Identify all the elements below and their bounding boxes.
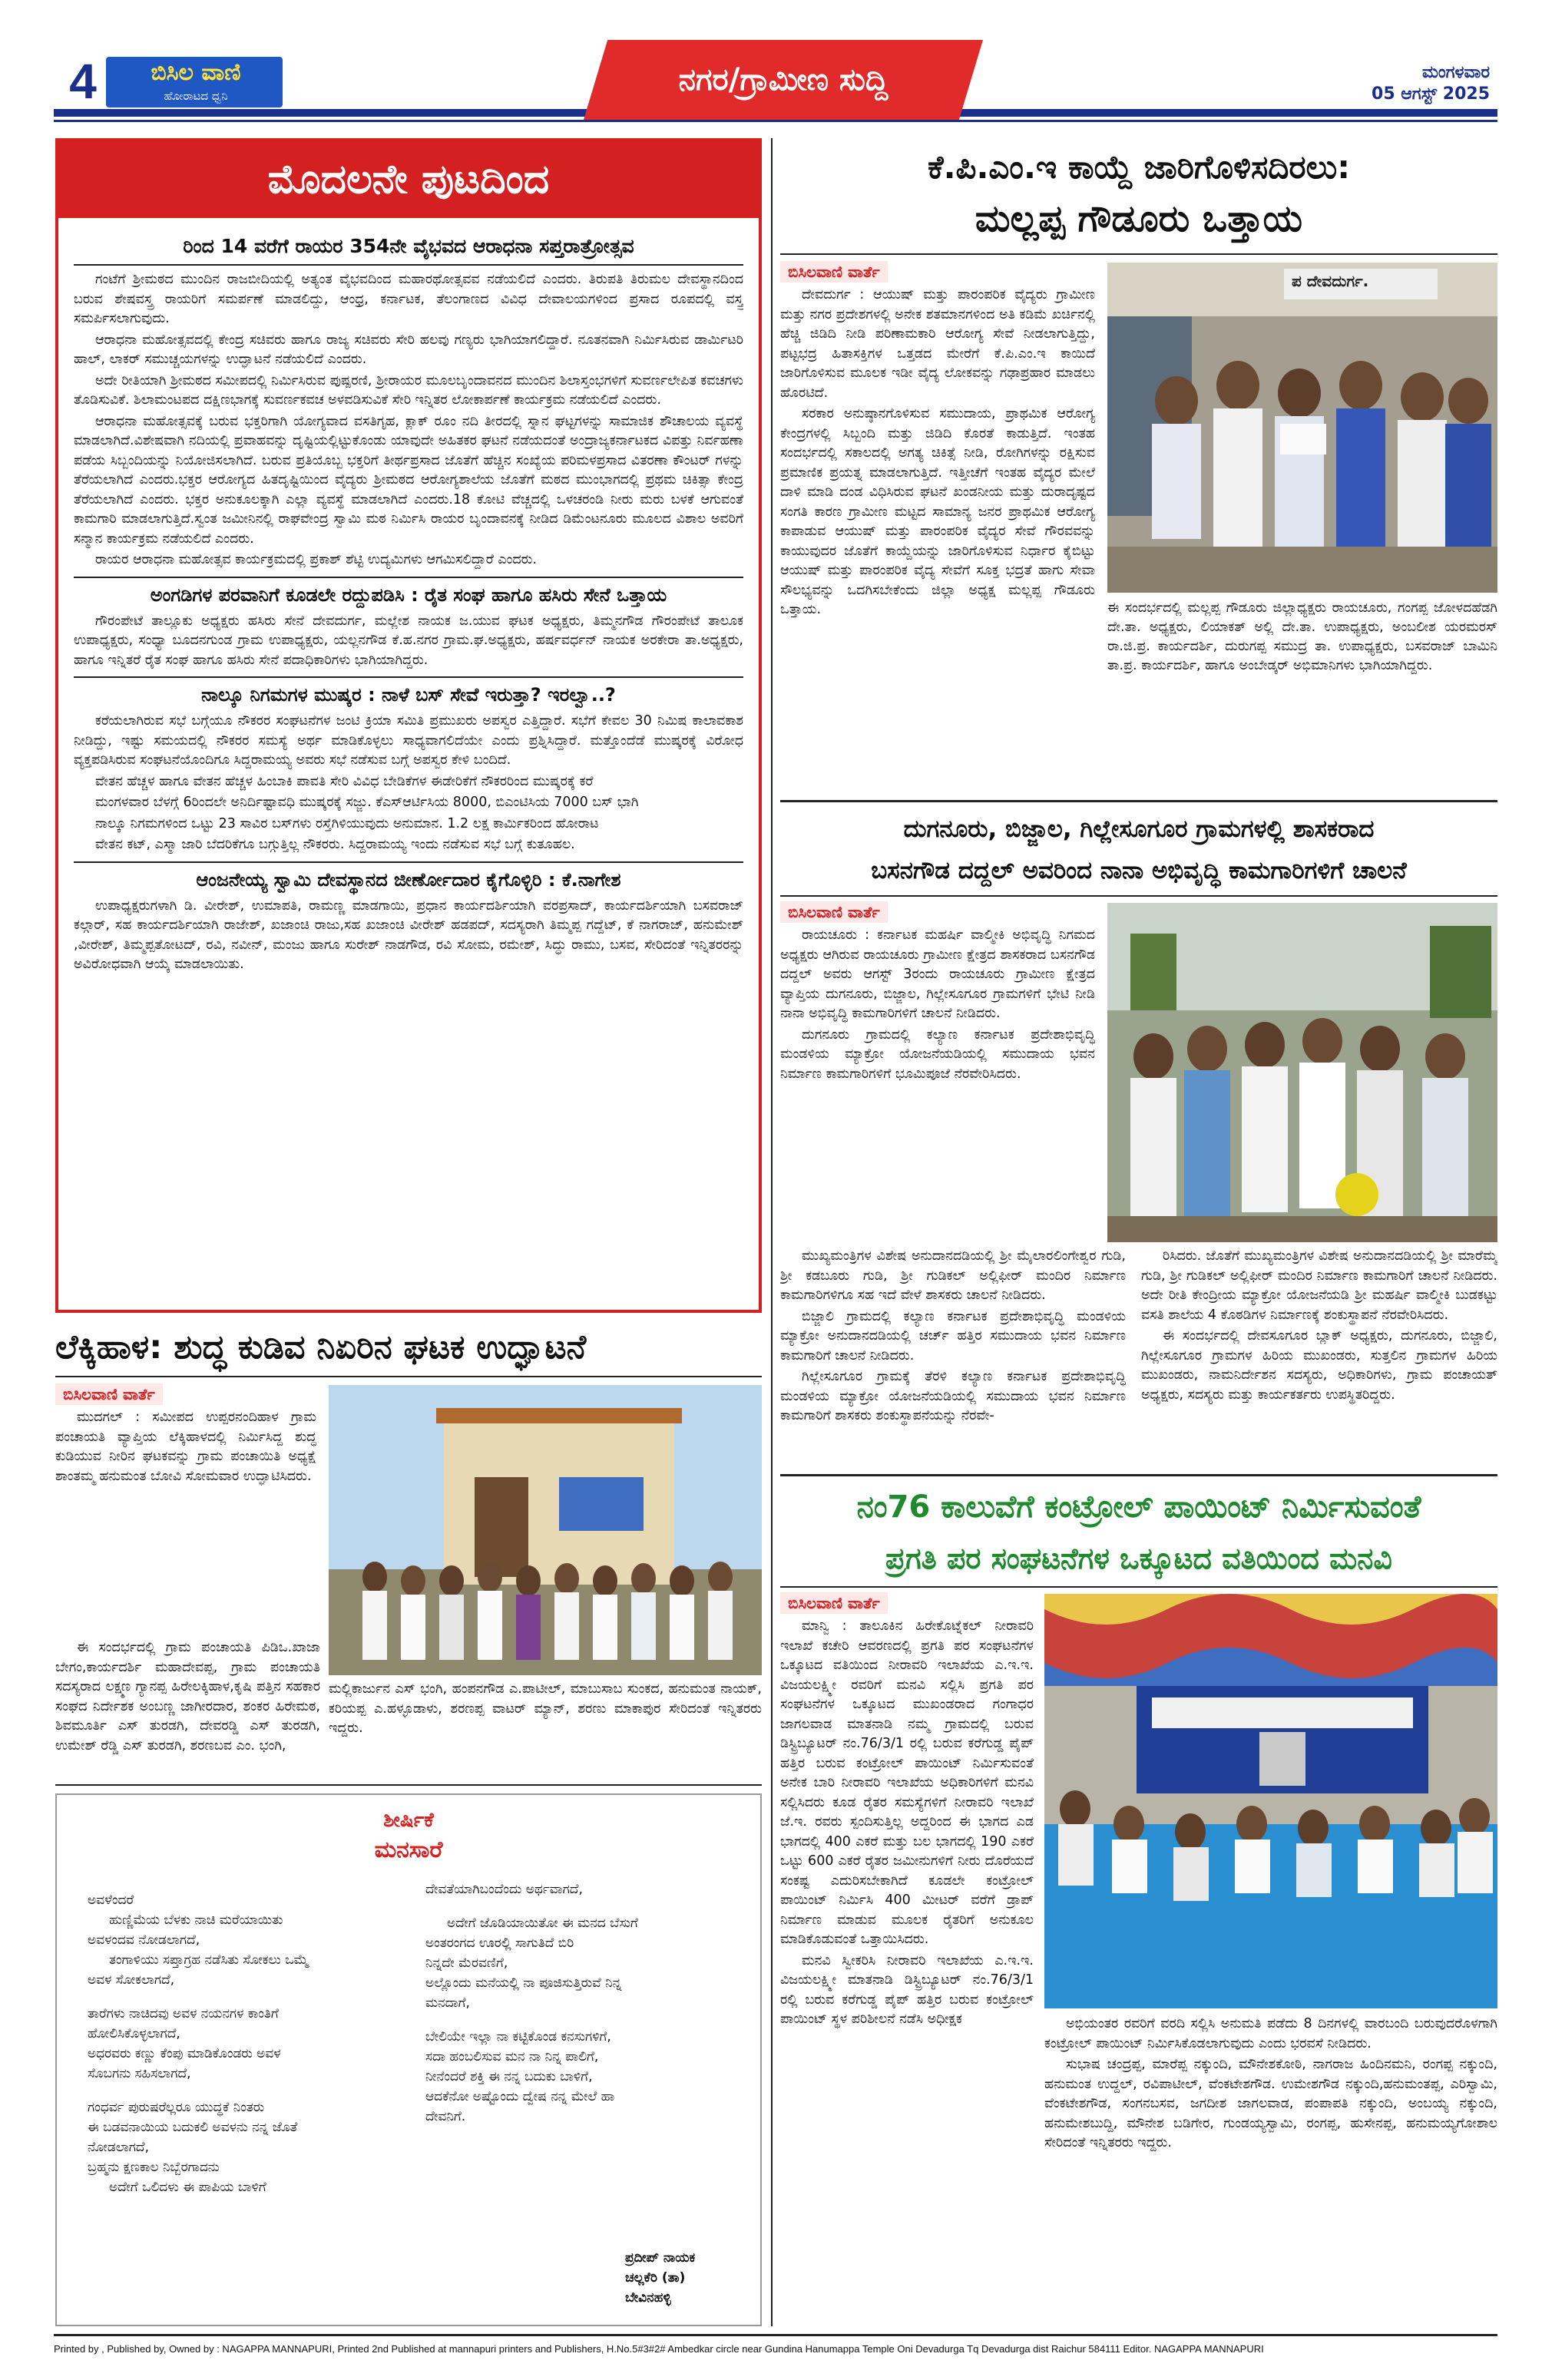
brand-name: ಬಿಸಿಲ ವಾಣಿ [151, 59, 241, 86]
poem-stanza [425, 1913, 748, 2013]
poem-line: ಅಲ್ಲೊಂದು ಮನೆಯಲ್ಲಿ ನಾ ಪೂಜಿಸುತ್ತಿರುವೆ ನಿನ್ನ [425, 1975, 622, 1991]
canal-article [780, 1479, 1497, 2329]
canal-photo [1044, 1594, 1497, 2008]
brand-tagline: ಹೋರಾಟದ ಧ್ವನಿ [164, 89, 228, 103]
poem-stanza [425, 1879, 748, 1899]
duganur-photo [1107, 903, 1497, 1242]
water-headline: ಲೆಕ್ಕಿಹಾಳ: ಶುದ್ಧ ಕುಡಿವ ನಿಏರಿನ ಘಟಕ ಉದ್ಘಾಟನೆ [55, 1328, 587, 1367]
duganur-paragraph: ಈ ಸಂದರ್ಭದಲ್ಲಿ ದೇವಸೂಗೂರ ಬ್ಲಾಕ್ ಅಧ್ಯಕ್ಷರು, ದುಗನೂರು, ಬಿಜ್ಜಾಲಿ, ಗಿಲ್ಲೇಸೂಗೂರ ಗ್ರಾಮಗಳ ಹಿರಿಯ ಮುಖಂಡರು, ಸುತ್ತಲಿನ ಗ್ರಾಮಗಳ ಹಿರಿಯ ಮುಖಂಡರು, ನಾಮನಿರ್ದೇಶನ ಸದಸ್ಯರು, ಅಧಿಕಾರಿಗಳು, ಗ್ರಾಮ ಪಂಚಾಯತ್ ಅಧ್ಯಕ್ಷರು, ಸದಸ್ಯರು ಮತ್ತು ಕಾರ್ಯಕರ್ತರು ಉಪಸ್ಥಿತರಿದ್ದರು. [1141, 1328, 1497, 1403]
poem-author-name: ಪ್ರದೀಪ್ ನಾಯಕ [625, 2250, 696, 2266]
duganur-paragraph: ರಿಸಿದರು. ಜೊತೆಗೆ ಮುಖ್ಯಮಂತ್ರಿಗಳ ವಿಶೇಷ ಅನುದಾನದಡಿಯಲ್ಲಿ ಶ್ರೀ ಮಾರೆಮ್ಮ ಗುಡಿ, ಶ್ರೀ ಗುಡಿಕಲ್ ಅಲ್ಲಿಫೀರ್ ಮಂದಿರ ನಿರ್ಮಾಣ ಕಾಮಗಾರಿಗೆ ಚಾಲನೆ ನೀಡಿದರು. ಅದೇ ರೀತಿ ಕೇಂದ್ರೀಯ ಮ್ಯಾಕ್ರೋ ಯೋಜನೆಯಡಿ ಶ್ರೀ ಮಹರ್ಷಿ ವಾಲ್ಮೀಕಿ ಬುಡಕಟ್ಟು ವಸತಿ ಶಾಲೆಯ 4 ಕೊಠಡಿಗಳ ನಿರ್ಮಾಣಕ್ಕೆ ಶಂಕುಸ್ಥಾಪನೆ ನೆರವೇರಿಸಿದರು. [1141, 1248, 1497, 1323]
poem-line: ಬ್ರಹ್ಮನು ಕ್ಷಣಕಾಲ ನಿಬ್ಬೆರಗಾದನು [88, 2160, 220, 2175]
poem-line: ನೀನೆಂದರೆ ಶಕ್ತಿ ಈ ನನ್ನ ಬದುಕು ಬಾಳಿಗೆ, [425, 2069, 593, 2084]
duganur-body-top [780, 926, 1095, 1084]
story3-paragraph: ವೇತನ ಹೆಚ್ಚಳ ಹಾಗೂ ವೇತನ ಹೆಚ್ಚಳ ಹಿಂಬಾಕಿ ಪಾವತಿ ಸೇರಿ ವಿವಿಧ ಬೇಡಿಕೆಗಳ ಈಡೇರಿಕೆಗೆ ನೌಕರರಿಂದ ಮುಷ್ಕರಕ್ಕೆ ಕರೆ [95, 773, 594, 789]
poem-line: ಮನದಾಗೆ, [425, 1995, 470, 2011]
kpme-byline-tag: ಬಿಸಿಲವಾಣಿ ವಾರ್ತೆ [780, 261, 888, 283]
story-divider [74, 861, 743, 863]
water-text-bottom-right [329, 1680, 762, 1777]
story3-paragraph: ವೇತನ ಕಟ್, ಎಸ್ಮಾ ಜಾರಿ ಬೆದರಿಕೆಗೂ ಬಗ್ಗುತ್ತಿಲ್ಲ ನೌಕರರು. ಸಿದ್ದರಾಮಯ್ಯ ಇಂದು ನಡೆಸುವ ಸಭೆ ಬಗ್ಗೆ ಕುತೂಹಲ. [95, 837, 575, 852]
story-divider [74, 577, 743, 578]
water-body-1 [55, 1408, 316, 1486]
story4-body [74, 897, 743, 975]
canal-body [780, 1617, 1034, 2030]
poem-line: ಅದೇಗೆ ಒಲಿದಳು ಈ ಪಾಪಿಯ ಬಾಳಿಗೆ [109, 2180, 266, 2195]
poem-author-place: ಚಲ್ಲಕೆರಿ (ತಾ) [625, 2270, 686, 2286]
duganur-paragraph: ಬಿಜ್ಜಾಲಿ ಗ್ರಾಮದಲ್ಲಿ ಕಲ್ಯಾಣ ಕರ್ನಾಟಕ ಪ್ರದೇಶಾಭಿವೃದ್ಧಿ ಮಂಡಳಿಯ ಮ್ಯಾಕ್ರೋ ಅನುದಾನದಡಿಯಲ್ಲಿ ಚರ್ಚ್ ಹತ್ತಿರ ಸಮುದಾಯ ಭವನ ನಿರ್ಮಾಣ ಕಾಮಗಾರಿಗೆ ಚಾಲನೆ ನೀಡಿದರು. [780, 1308, 1126, 1364]
duganur-photo-illustration [1107, 903, 1497, 1242]
poem-line: ಹೋಲಿಸಿಕೊಳ್ಳಲಾಗದೆ, [88, 2026, 180, 2041]
poem-line: ಅಂತರಂಗದ ಊರಲ್ಲಿ ಸಾಗುತಿದೆ ಬಿರಿ [425, 1935, 574, 1951]
poem-line: ತಾರೆಗಳು ನಾಚಿದವು ಅವಳ ನಯನಗಳ ಕಾಂತಿಗೆ [88, 2006, 279, 2021]
water-text-top [55, 1383, 316, 1637]
kpme-text-column [780, 261, 1095, 791]
poem-line: ಈ ಬಡವನಾಯಿಯ ಬದುಕಲಿ ಅವಳನು ನನ್ನ ಜೊತೆ [88, 2120, 298, 2135]
poem-line: ತಂಗಾಳಿಯು ಸಪ್ತಾಗ್ರಹ ನಡೆಸಿತು ಸೋಕಲು ಒಮ್ಮೆ [109, 1952, 309, 1968]
poem-line: ಸೊಬಗನು ಸಹಿಸಲಾಗದೆ, [88, 2066, 191, 2081]
canal-text-left [780, 1592, 1034, 2322]
poem-author [625, 2248, 756, 2322]
poem-stanza [425, 2027, 748, 2127]
water-body-3 [329, 1680, 762, 1739]
story2-body [74, 612, 743, 671]
section-rule [780, 1474, 1497, 1476]
canal-headline-1: ನಂ76 ಕಾಲುವೆಗೆ ಕಂಟ್ರೋಲ್ ಪಾಯಿಂಟ್ ನಿರ್ಮಿಸುವಂತೆ [856, 1489, 1421, 1525]
kpme-body [780, 286, 1095, 620]
poem-line: ಅವಳೆಂದರೆ [88, 1892, 134, 1908]
poem-label: ಶೀರ್ಷಿಕೆ [383, 1809, 434, 1832]
poem-column-1 [88, 1890, 410, 2320]
story2-title: ಅಂಗಡಿಗಳ ಪರವಾನಿಗೆ ಕೂಡಲೇ ರದ್ದುಪಡಿಸಿ : ರೈತ ಸಂಘ ಹಾಗೂ ಹಸಿರು ಸೇನೆ ಒತ್ತಾಯ [150, 583, 667, 606]
story2-paragraph: ಗೌರಂಪೇಟೆ ತಾಲ್ಲೂಕು ಅಧ್ಯಕ್ಷರು ಹಸಿರು ಸೇನೆ ದೇವದುರ್ಗ, ಮಲ್ಲೇಶ ನಾಯಕ ಜ.ಯುವ ಘಟಕ ಅಧ್ಯಕ್ಷರು, ತಿಮ್ಮನಗೌಡ ಗೌರಂಪೇಟೆ ತಾಲೂಕ ಉಪಾಧ್ಯಕ್ಷರು, ಸಂಧ್ಯಾ ಬೂದನಗುಂಡ ಗ್ರಾಮ ಉಪಾಧ್ಯಕ್ಷರು, ಯಲ್ಲನಗೌಡ ಕೆ.ಹ.ನಗರ ಗ್ರಾಮ.ಘ.ಅಧ್ಯಕ್ಷರು, ಹರ್ಷವರ್ಧನ್ ನಾಯಕ ಅರಕೇರಾ ತಾ.ಅಧ್ಯಕ್ಷರು, ಹಾಗೂ ಇನ್ನಿತರೆ ರೈತ ಸಂಘ ಹಾಗೂ ಹಸಿರು ಸೇನೆ ಪದಾಧಿಕಾರಿಗಳು ಭಾಗಿಯಾಗಿದ್ದರು. [74, 613, 743, 668]
water-body-2 [55, 1638, 320, 1756]
duganur-body-bottom-right [1141, 1247, 1497, 1405]
poem-line: ನಿನ್ನದೇ ಮೆರವಣಿಗೆ, [425, 1955, 508, 1971]
water-text-bottom-left [55, 1638, 320, 1777]
story1-body [74, 270, 743, 570]
canal-paragraph: ಅಭಿಯಂತರ ರವರಿಗೆ ವರದಿ ಸಲ್ಲಿಸಿ ಅನುಮತಿ ಪಡೆದು 8 ದಿನಗಳಲ್ಲಿ ವಾರಬಂದಿ ಬರುವುದರೊಳಗಾಗಿ ಕಂಟ್ರೋಲ್ ಪಾಯಿಂಟ್ ನಿರ್ಮಿಸಿಕೊಡಲಾಗುವುದು ಎಂದು ಭರವಸೆ ನೀಡಿದರು. [1044, 2016, 1497, 2051]
duganur-article [780, 805, 1497, 1465]
masthead-rule-thin [54, 120, 1497, 122]
duganur-headline-1: ದುಗನೂರು, ಬಿಜ್ಜಾಲ, ಗಿಲ್ಲೇಸೂಗೂರ ಗ್ರಾಮಗಳಲ್ಲಿ ಶಾಸಕರಾದ [903, 815, 1375, 843]
poem-title: ಮನಸಾರೆ [374, 1836, 443, 1863]
story3-paragraph: ಕರೆಯಲಾಗಿರುವ ಸಭೆ ಬಗ್ಗೆಯೂ ನೌಕರರ ಸಂಘಟನೆಗಳ ಜಂಟಿ ಕ್ರಿಯಾ ಸಮಿತಿ ಪ್ರಮುಖರು ಅಪಸ್ವರ ಎತ್ತಿದ್ದಾರೆ. ಸಭೆಗೆ ಕೇವಲ 30 ನಿಮಿಷ ಕಾಲಾವಕಾಶ ನೀಡಿದ್ದು, ಇಷ್ಟು ಸಮಯದಲ್ಲಿ ನೌಕರರ ಸಮಸ್ಯೆ ಅರ್ಥ ಮಾಡಿಕೊಳ್ಳಲು ಸಾಧ್ಯವಾಗಲಿದೆಯೇ ಎಂದು ಪ್ರಶ್ನಿಸಿದ್ದಾರೆ. ಮತ್ತೊಂದೆಡೆ ಮುಷ್ಕರಕ್ಕೆ ವಿರೋಧ ವ್ಯಕ್ತಪಡಿಸಿರುವ ಸಂಘಟನೆಯೊಂದಿಗೂ ಸಿದ್ದರಾಮಯ್ಯ ಅವರು ಸಭೆ ನಡೆಸುವ ಬಗ್ಗೆ ಅಪಸ್ವರ ಕೇಳಿ ಬಂದಿದೆ. [74, 713, 743, 768]
poem-line: ಅವಳ ಸೋಕಲಾಗದೆ, [88, 1972, 175, 1988]
headline-rule [780, 253, 1497, 255]
poem-stanza [88, 1890, 410, 1990]
kpme-paragraph: ದೇವದುರ್ಗ : ಆಯುಷ್ ಮತ್ತು ಪಾರಂಪರಿಕ ವೈದ್ಯರು ಗ್ರಾಮೀಣ ಮತ್ತು ನಗರ ಪ್ರದೇಶಗಳಲ್ಲಿ ಅನೇಕ ಶತಮಾನಗಳಿಂದ ಅತಿ ಕಡಿಮೆ ಖರ್ಚಿನಲ್ಲಿ ಹೆಚ್ಚಿ ಜಿಡಿದಿ ನೀಡಿ ಪರಿಣಾಮಕಾರಿ ಆರೋಗ್ಯ ಸೇವೆ ನೀಡಲಾಗುತ್ತಿದ್ದು, ಪಟ್ಟಭದ್ರ ಹಿತಾಸಕ್ತಿಗಳ ಒತ್ತಡದ ಮೇರೆಗೆ ಕೆ.ಪಿ.ಎಂ.ಇ ಕಾಯಿದೆ ಜಾರಿಗೊಳಿಸುವ ಮೂಲಕ ಇಡೀ ವೈದ್ಯ ಲೋಕವನ್ನು ಗಢಾಪ್ರಹಾರ ಮಾಡಲು ಹೊರಟಿದೆ. [780, 287, 1095, 401]
story3-paragraph: ನಾಲ್ಕೂ ನಿಗಮಗಳಿಂದ ಒಟ್ಟು 23 ಸಾವಿರ ಬಸ್‌ಗಳು ರಸ್ತೆಗಿಳಿಯುವುದು ಅನುಮಾನ. 1.2 ಲಕ್ಷ ಕಾರ್ಮಿಕರಿಂದ ಹೋರಾಟ [95, 815, 599, 831]
duganur-text-top [780, 901, 1095, 1239]
issue-day: ಮಂಗಳವಾರ [1421, 63, 1490, 82]
duganur-text-bottom-right [1141, 1247, 1497, 1469]
kpme-photo-illustration [1107, 263, 1497, 593]
story4-title: ಆಂಜನೇಯ್ಯ ಸ್ವಾಮಿ ದೇವಸ್ಥಾನದ ಜೀರ್ಣೋದಾರ ಕೈಗೊಳ್ಳಿರಿ : ಕೆ.ನಾಗೇಶ [196, 868, 621, 891]
story3-body [74, 712, 743, 855]
poem-box [55, 1793, 762, 2326]
imprint-footer: Printed by , Published by, Owned by : NAGAPPA MANNAPURI, Printed 2nd Published at mannapuri printers and Publishers, H.No.5#3#2# Ambedkar circle near Gundina Hanumappa Temple Oni Devadurga Tq Devadurga dist Raichur 584111 Editor. NAGAPPA MANNAPURI [54, 2334, 1497, 2365]
story3-paragraph: ಮಂಗಳವಾರ ಬೆಳಗ್ಗೆ 6ರಿಂದಲೇ ಅನಿರ್ದಿಷ್ಟಾವಧಿ ಮುಷ್ಕರಕ್ಕೆ ಸಜ್ಜು. ಕೆಎಸ್ಆರ್ಟಿಸಿಯ 8000, ಬಿಎಂಟಿಸಿಯ 7000 ಬಸ್ ಭಾಗಿ [95, 795, 639, 810]
column-divider [771, 138, 773, 2326]
story3-title: ನಾಲ್ಕೂ ನಿಗಮಗಳ ಮುಷ್ಕರ : ನಾಳೆ ಬಸ್ ಸೇವೆ ಇರುತ್ತಾ? ಇರಲ್ವಾ..? [201, 684, 616, 706]
duganur-paragraph: ರಾಯಚೂರು : ಕರ್ನಾಟಕ ಮಹರ್ಷಿ ವಾಲ್ಮೀಕಿ ಅಭಿವೃದ್ಧಿ ನಿಗಮದ ಅಧ್ಯಕ್ಷರು ಆಗಿರುವ ರಾಯಚೂರು ಗ್ರಾಮೀಣ ಕ್ಷೇತ್ರದ ಶಾಸಕರಾದ ಬಸನಗೌಡ ದದ್ದಲ್ ಅವರು ಆಗಸ್ಟ್ 3ರಂದು ರಾಯಚೂರು ಗ್ರಾಮೀಣ ಕ್ಷೇತ್ರದ ವ್ಯಾಪ್ತಿಯ ದುಗನೂರು, ಬಿಜ್ಜಾಲ, ಗಿಲ್ಲೇಸೂಗೂರ ಗ್ರಾಮಗಳಿಗೆ ಭೇಟಿ ನೀಡಿ ನಾನಾ ಅಭಿವೃದ್ಧಿ ಕಾಮಗಾರಿಗಳಿಗೆ ಚಾಲನೆ ನೀಡಿದರು. [780, 927, 1095, 1021]
duganur-paragraph: ಮುಖ್ಯಮಂತ್ರಿಗಳ ವಿಶೇಷ ಅನುದಾನದಡಿಯಲ್ಲಿ ಶ್ರೀ ಮೈಲಾರಲಿಂಗೇಶ್ವರ ಗುಡಿ, ಶ್ರೀ ಕಡಬೂರು ಗುಡಿ, ಶ್ರೀ ಗುಡಿಕಲ್ ಅಲ್ಲಿಫೀರ್ ಮಂದಿರ ನಿರ್ಮಾಣ ಕಾಮಗಾರಿಗಳಿಗೂ ಸಹ ಇದೆ ವೇಳೆ ಶಾಸಕರು ಚಾಲನೆ ನೀಡಿದರು. [780, 1248, 1126, 1303]
story1-paragraph: ರಾಯರ ಆರಾಧನಾ ಮಹೋತ್ಸವ ಕಾರ್ಯಕ್ರಮದಲ್ಲಿ ಪ್ರಕಾಶ್ ಶೆಟ್ಟಿ ಉದ್ಯಮಿಗಳು ಆಗಮಿಸಲಿದ್ದಾರೆ ಎಂದರು. [95, 552, 538, 567]
headline-rule [780, 1586, 1497, 1588]
story1-paragraph: ಅದೇ ರೀತಿಯಾಗಿ ಶ್ರೀಮಠದ ಸಮೀಪದಲ್ಲಿ ನಿರ್ಮಿಸಿರುವ ಪುಷ್ಪರಣಿ, ಶ್ರೀರಾಯರ ಮೂಲಬೃಂದಾವನದ ಮುಂದಿನ ಶಿಲಾಸ್ತಂಭಗಳಿಗೆ ಸುವರ್ಣಲೇಪಿತ ಕವಚಗಳು ತೊಡಿಸುವಿಕೆ. ಶಿಲಾಮಂಟಪದ ದಕ್ಷಿಣಭಾಗಕ್ಕೆ ಸುವರ್ಣಕವಚ ಅಳವಡಿಸುವಿಕೆ ಸೇರಿ ಇನ್ನಿತರ ಲೋಕಾರ್ಪಣೆ ಕಾರ್ಯಕ್ರಮ ನಡೆಯಲಿದೆ ಎಂದರು. [74, 372, 743, 408]
poem-line: ಅವಳಂದವ ನೋಡಲಾಗದೆ, [88, 1932, 200, 1948]
poem-line: ದೇವತೆಯಾಗಿಬಂದೆಂದು ಅರ್ಥವಾಗದೆ, [425, 1882, 583, 1897]
poem-column-2 [425, 1879, 748, 2233]
kpme-headline-1: ಕೆ.ಪಿ.ಎಂ.ಇ ಕಾಯ್ದೆ ಜಾರಿಗೊಳಿಸದಿರಲು: [927, 148, 1351, 186]
issue-date: 05 ಆಗಸ್ಟ್ 2025 [1372, 84, 1490, 104]
poem-line: ಬೇಲಿಯೇ ಇಲ್ಲಾ ನಾ ಕಟ್ಟಿಕೊಂಡ ಕನಸುಗಳಿಗೆ, [425, 2029, 611, 2044]
poem-line: ದೇವನಿಗೆ. [425, 2109, 466, 2124]
canal-text-right [1044, 2015, 1497, 2322]
canal-paragraph: ಸುಭಾಷ ಚಂದ್ರಪ್ಪ, ಮಾರೆಪ್ಪ ನಕ್ಕುಂದಿ, ಮೌನೇಶಕೋಠಿ, ನಾಗರಾಜ ಹಿಂದಿನಮನಿ, ರಂಗಪ್ಪ ನಕ್ಕುಂದಿ, ಹನುಮಂತ ಉದ್ದಲ್, ರವಿಪಾಟೀಲ್, ವೆಂಕಟೇಶಗೌಡ. ಉಮೇಶಗೌಡ ನಕ್ಕುಂದಿ,ಹನುಮಂತಪ್ಪ, ಎರಿಸ್ವಾಮಿ, ವೆಂಕಟೇಶಗೌಡ, ಸಂಗನಬಸವ, ಜಗದೀಶ ಜಾಗಲವಾಡ, ಪಂಪಾಪತಿ ನಕ್ಕುಂದಿ, ಅಂಬಯ್ಯ ನಕ್ಕುಂದಿ, ಹನುಮೇಶಬುದ್ದಿ, ಮೌನೇಶ ಬಡಿಗೇರ, ಗುಂಡಯ್ಯಸ್ವಾಮಿ, ರಂಗಪ್ಪ, ಹುಸೇನಪ್ಪ, ಹನುಮಯ್ಯಗೋಶಾಲ ಸೇರಿದಂತೆ ಇನ್ನಿತರರು ಇದ್ದರು. [1044, 2057, 1497, 2150]
duganur-paragraph: ದುಗನೂರು ಗ್ರಾಮದಲ್ಲಿ ಕಲ್ಯಾಣ ಕರ್ನಾಟಕ ಪ್ರದೇಶಾಭಿವೃದ್ಧಿ ಮಂಡಳಿಯ ಮ್ಯಾಕ್ರೋ ಯೋಜನೆಯಡಿಯಲ್ಲಿ ಸಮುದಾಯ ಭವನ ನಿರ್ಮಾಣ ಕಾಮಗಾರಿಗಳಿಗೆ ಭೂಮಿಪೂಜೆ ನೆರವೇರಿಸಿದರು. [780, 1026, 1095, 1082]
water-paragraph: ಮಲ್ಲಿಕಾರ್ಜುನ ಎಸ್ ಭಂಗಿ, ಹಂಪನಗೌಡ ಎ.ಪಾಟೀಲ್, ಮಾಬುಸಾಬ ಸುಂಕದ, ಹನುಮಂತ ನಾಯಕ್, ಕರಿಯಪ್ಪ ಎ.ಹಳ್ಳೂಡಾಳು, ಶರಣಪ್ಪ ವಾಟರ್ ಮ್ಯಾನ್, ಶರಣು ಮಾಕಾಪುರ ಸೇರಿದಂತೆ ಇನ್ನಿತರರು ಇದ್ದರು. [329, 1681, 762, 1736]
poem-line: ಆದಕೆನೋ ಅಷ್ಟೊಂದು ದ್ವೇಷ ನನ್ನ ಮೇಲೆ ಹಾ [425, 2089, 615, 2104]
section-title: ನಗರ/ಗ್ರಾಮೀಣ ಸುದ್ದಿ [678, 62, 888, 98]
section-rule [780, 800, 1497, 802]
canal-headline-2: ಪ್ರಗತಿ ಪರ ಸಂಘಟನೆಗಳ ಒಕ್ಕೂಟದ ವತಿಯಿಂದ ಮನವಿ [885, 1542, 1392, 1575]
duganur-headline-2: ಬಸನಗೌಡ ದದ್ದಲ್ ಅವರಿಂದ ನಾನಾ ಅಭಿವೃದ್ಧಿ ಕಾಮಗಾರಿಗಳಿಗೆ ಚಾಲನೆ [871, 857, 1407, 884]
front-page-stories [74, 229, 743, 1304]
poem-stanza [88, 2004, 410, 2084]
duganur-body-bottom-left [780, 1247, 1126, 1426]
poem-line: ಗಂಧರ್ವ ಪುರುಷರೆಲ್ಲರೂ ಯುದ್ಧಕೆ ನಿಂತರು [88, 2100, 265, 2115]
story1-paragraph: ಆರಾಧನಾ ಮಹೋತ್ಸವಕ್ಕೆ ಬರುವ ಭಕ್ತರಿಗಾಗಿ ಯೋಗ್ಯವಾದ ವಸತಿಗೃಹ, ಕ್ಲಾಕ್ ರೂಂ ನದಿ ತೀರದಲ್ಲಿ ಸ್ನಾನ ಘಟ್ಟಗಳನ್ನು ಸಾಮಾಜಿಕ ಶೌಚಾಲಯ ವ್ಯವಸ್ಥೆ ಮಾಡಲಾಗಿದೆ.ವಿಶೇಷವಾಗಿ ನದಿಯಲ್ಲಿ ಪ್ರವಾಹವನ್ನು ದೃಷ್ಟಿಯಲ್ಲಿಟ್ಟುಕೊಂಡು ಯಾವುದೇ ಅಹಿತಕರ ಘಟನೆ ನಡೆಯದಂತೆ ಅಂದ್ರಾಜ್ಯಕರ್ನಾಟಕದ ವಿಪತ್ತು ನಿರ್ವಹಣಾ ಪಡೆಯ ಸಿಬ್ಬಂದಿಯನ್ನು ನಿಯೋಜಿಸಲಾಗಿದೆ. ಬರುವ ಪ್ರತಿಯೊಬ್ಬ ಭಕ್ತರಿಗೆ ತೀರ್ಥಪ್ರಸಾದ ಜೊತೆಗೆ ಹೆಚ್ಚಿನ ಸಂಖ್ಯೆಯ ಪರಿಮಳಪ್ರಸಾದ ವಿತರಣಾ ಕೌಂಟರ್ ಗಳನ್ನು ತೆರೆಯಲಾಗಿದೆ ಎಂದರು.ಭಕ್ತರ ಆರೋಗ್ಯದ ಹಿತದೃಷ್ಟಿಯಿಂದ ವೈದ್ಯರು ಶ್ರೀಮಠದ ಆರೋಗ್ಯಶಾಲೆಯ ಜೊತೆಗೆ ಮಠದ ಮುಂಭಾಗದಲ್ಲಿ ಪ್ರಥಮ ಚಿಕಿತ್ಸಾ ಕೇಂದ್ರ ತೆರೆಯಲಾಗಿದೆ ಎಂದರು. ಭಕ್ತರ ಅನುಕೂಲಕ್ಕಾಗಿ ಎಲ್ಲಾ ವ್ಯವಸ್ಥೆ ಮಾಡಲಾಗಿದೆ ಎಂದರು.18 ಕೋಟಿ ವೆಚ್ಚದಲ್ಲಿ ಒಳಚರಂಡಿ ನೀರು ಮರು ಬಳಕೆ ಆಗುವಂತೆ ಕಾಮಗಾರಿ ಮಾಡಲಾಗುತ್ತಿದೆ.ಸ್ವಂತ ಜಮೀನಿನಲ್ಲಿ ರಾಘವೇಂದ್ರ ಸ್ವಾಮಿ ಮಠ ನಿರ್ಮಿಸಿ ರಾಯರ ಬೃಂದಾವನಕ್ಕೆ ನೀಡಿದ ಡಿಮೆಂಟನೂರು ಮೂಲದ ವಿಶಾಲ ಅವರಿಗೆ ಸನ್ಮಾನ ಕಾರ್ಯಕ್ರಮ ನಡೆಯಲಿದೆ ಎಂದರು. [74, 413, 743, 547]
poem-line: ಹುಣ್ಣಿಮೆಯ ಬೆಳಕು ನಾಚಿ ಮರೆಯಾಯಿತು [109, 1912, 283, 1928]
canal-paragraph: ಮಾನ್ವಿ : ತಾಲೂಕಿನ ಹಿರೇಕೊಟ್ನೆಕಲ್ ನೀರಾವರಿ ಇಲಾಖೆ ಕಚೇರಿ ಆವರಣದಲ್ಲಿ ಪ್ರಗತಿ ಪರ ಸಂಘಟನೆಗಳ ಒಕ್ಕೂಟದ ವತಿಯಿಂದ ನೀರಾವರಿ ಇಲಾಖೆಯ ಎ.ಇ.ಇ. ವಿಜಯಲಕ್ಷ್ಮೀ ರವರಿಗೆ ಮನವಿ ಸಲ್ಲಿಸಿ ಪ್ರಗತಿ ಪರ ಸಂಘಟನೆಗಳ ಒಕ್ಕೂಟದ ಮುಖಂಡರಾದ ಗಂಗಾಧರ ಜಾಗಲವಾಡ ಮಾತನಾಡಿ ನಮ್ಮ ಗ್ರಾಮದಲ್ಲಿ ಬರುವ ಡಿಸ್ಟ್ರಿಬ್ಯೂಟರ್ ನಂ.76/3/1 ರಲ್ಲಿ ಬರುವ ಕರೆಗುಡ್ಡ ಪೈಪ್ ಹತ್ತಿರ ಬರುವ ಕಂಟ್ರೋಲ್ ಪಾಯಿಂಟ್ ನಿರ್ಮಿಸುವಂತೆ ಅನೇಕ ಬಾರಿ ನೀರಾವರಿ ಇಲಾಖೆಯ ಅಧಿಕಾರಿಗಳಿಗೆ ಮನವಿ ಸಲ್ಲಿಸಿದರು ಕೂಡ ರೈತರ ಸಮಸ್ಯೆಗಳಿಗೆ ನೀರಾವರಿ ಇಲಾಖೆ ಜೆ.ಇ. ರವರು ಸ್ಪಂದಿಸುತ್ತಿಲ್ಲ ಅದ್ದರಿಂದ ಈ ಭಾಗದ ಎಡ ಭಾಗದಲ್ಲಿ 400 ಎಕರೆ ಮತ್ತು ಬಲ ಭಾಗದಲ್ಲಿ 190 ಎಕರೆ ಒಟ್ಟು 600 ಎಕರೆ ರೈತರ ಜಮೀನುಗಳಿಗೆ ನೀರು ದೊರೆಯದೆ ಸಂಕಷ್ಟ ಎದುರಿಸಬೇಕಾಗಿದೆ ಕೂಡಲೇ ಕಂಟ್ರೋಲ್ ಪಾಯಿಂಟ್ ನಿರ್ಮಿಸಿ 400 ಮೀಟರ್ ವರೆಗೆ ಡ್ರಾಪ್ ನಿರ್ಮಾಣ ಮಾಡುವ ಮೂಲಕ ರೈತರಿಗೆ ಅನುಕೂಲ ಮಾಡಿಕೊಡುವಂತೆ ಒತ್ತಾಯಿಸಿದರು. [780, 1618, 1034, 1947]
story4-paragraph: ಉಪಾಧ್ಯಕ್ಷರುಗಳಾಗಿ ಡಿ. ವೀರೇಶ್, ಉಮಾಪತಿ, ರಾಮಣ್ಣ ಮಾಡಗಾಯಿ, ಪ್ರಧಾನ ಕಾರ್ಯದರ್ಶಿಯಾಗಿ ವರಪ್ರಸಾದ್, ಕಾರ್ಯದರ್ಶಿಯಾಗಿ ಬಸವರಾಜ್ ಕಲ್ಗಾರ್, ಸಹ ಕಾರ್ಯದರ್ಶಿಯಾಗಿ ರಾಜೇಶ್, ಖಜಾಂಚಿ ರಾಜು,ಸಹ ಖಜಾಂಚಿ ವೀರೇಶ್ ಹಡಪದ್, ಸದಸ್ಯರಾಗಿ ತಿಮ್ಮಪ್ಪ ಗದ್ದೆಟ್, ಕೆ ನಾಗರಾಜ್, ಹನುಮೇಶ್ ,ವೀರೇಶ್, ತಿಮ್ಮಪ್ಪತೋಟದ್, ರವಿ, ನವೀನ್, ಮಂಜು ಹಾಗೂ ಸುರೇಶ್ ನಾಡಗೌಡ, ರವಿ ಸೋಮ, ರಮೇಶ್, ಸಿದ್ಧು ರಾಮು, ಬಸವ, ಸೇರಿದಂತೆ ಇನ್ನಿತರರನ್ನು ಅವಿರೋಧವಾಗಿ ಆಯ್ಕೆ ಮಾಡಲಾಯಿತು. [74, 897, 743, 972]
water-paragraph: ಈ ಸಂದರ್ಭದಲ್ಲಿ ಗ್ರಾಮ ಪಂಚಾಯತಿ ಪಿಡಿಒ.ಖಾಜಾ ಬೇಗಂ,ಕಾರ್ಯದರ್ಶಿ ಮಹಾದೇವಪ್ಪ, ಗ್ರಾಮ ಪಂಚಾಯತಿ ಸದಸ್ಯರಾದ ಲಕ್ಷ್ಮಣ ಗ್ಯಾನಪ್ಪ ಹಿರೇಲಕ್ಕಿಹಾಳ,ಕೃಷಿ ಪತ್ತಿನ ಸಹಕಾರ ಸಂಘದ ನಿರ್ದೇಶಕ ಅಂಬಣ್ಣ ಜಾಗೀರದಾರ, ಶಂಕರ ಹಿರೇಮಠ, ಶಿವಮೂರ್ತಿ ಎಸ್ ತುರಡಗಿ, ದೇವರಡ್ಡಿ ಎಸ್ ತುರಡಗಿ, ಉಮೇಶ್ ರೆಡ್ಡಿ ಎಸ್ ತುರಡಗಿ, ಶರಣಬವ ಎಂ. ಭಂಗಿ, [55, 1640, 320, 1754]
duganur-paragraph: ಗಿಲ್ಲೇಸೂಗೂರ ಗ್ರಾಮಕ್ಕೆ ತೆರಳಿ ಕಲ್ಯಾಣ ಕರ್ನಾಟಕ ಪ್ರದೇಶಾಭಿವೃದ್ಧಿ ಮಂಡಳಿಯ ಮ್ಯಾಕ್ರೋ ಯೋಜನೆಯಡಿಯಲ್ಲಿ ಸಮುದಾಯ ಭವನ ನಿರ್ಮಾಣ ಕಾಮಗಾರಿಗೆ ಶಾಸಕರು ಶಂಕುಸ್ಥಾಪನೆಯನ್ನು ನೆರವೇ- [780, 1369, 1126, 1423]
story-divider [74, 676, 743, 678]
section-rule [55, 1784, 762, 1786]
kpme-photo [1107, 263, 1497, 593]
story1-paragraph: ಗಂಟೆಗೆ ಶ್ರೀಮಠದ ಮುಂದಿನ ರಾಜಬೀದಿಯಲ್ಲಿ ಅತ್ಯಂತ ವೈಭವದಿಂದ ಮಹಾರಥೋತ್ಸವವ ನಡೆಯಲಿದೆ ಎಂದರು. ತಿರುಪತಿ ತಿರುಮಲ ದೇವಸ್ಥಾನದಿಂದ ಬರುವ ಶೇಷವಸ್ತ್ರ ರಾಯರಿಗೆ ಸಮರ್ಪಣೆ ಮಾಡಲಿದ್ದು, ಆಂಧ್ರ, ಕರ್ನಾಟಕ, ತೆಲಂಗಾಣದ ವಿವಿಧ ದೇವಾಲಯಗಳಿಂದ ಪ್ರಸಾದ ರೂಪದಲ್ಲಿ ವಸ್ತ್ರ ಸಮರ್ಪಿಸಲಾಗುವುದು. [74, 272, 743, 326]
water-plant-photo-illustration [329, 1385, 762, 1675]
story1-title: ರಿಂದ 14 ವರೆಗೆ ರಾಯರ 354ನೇ ವೈಭವದ ಆರಾಧನಾ ಸಪ್ತರಾತ್ರೋತ್ಸವ [183, 235, 634, 257]
canal-paragraph: ಮನವಿ ಸ್ವೀಕರಿಸಿ ನೀರಾವರಿ ಇಲಾಖೆಯ ಎ.ಇ.ಇ. ವಿಜಯಲಕ್ಷ್ಮೀ ಮಾತನಾಡಿ ಡಿಸ್ಟ್ರಿಬ್ಯೂಟರ್ ನಂ.76/3/1 ರಲ್ಲಿ ಬರುವ ಕರೆಗುಡ್ಡ ಪೈಪ್ ಹತ್ತಿರ ಬರುವ ಕಂಟ್ರೋಲ್ ಪಾಯಿಂಟ್ ಸ್ಥಳ ಪರಿಶೀಲನೆ ನಡೆಸಿ ಅಧೀಕ್ಷಕ [780, 1952, 1034, 2027]
canal-body-right [1044, 2015, 1497, 2154]
poem-author-village: ಬೇವಿನಹಳ್ಳಿ [625, 2290, 671, 2306]
kpme-headline-2: ಮಲ್ಲಪ್ಪ ಗೌಡೂರು ಒತ್ತಾಯ [975, 197, 1303, 240]
kpme-article [780, 138, 1497, 798]
page-number: 4 [69, 54, 97, 109]
headline-rule [55, 1376, 762, 1377]
water-plant-article [55, 1319, 762, 1780]
duganur-byline-tag: ಬಿಸಿಲವಾಣಿ ವಾರ್ತೆ [780, 901, 888, 923]
poem-line: ನೋಡಲಾಗದೆ, [88, 2140, 149, 2155]
story1-paragraph: ಆರಾಧನಾ ಮಹೋತ್ಸವದಲ್ಲಿ ಕೇಂದ್ರ ಸಚಿವರು ಹಾಗೂ ರಾಜ್ಯ ಸಚಿವರು ಸೇರಿ ಹಲವು ಗಣ್ಯರು ಭಾಗಿಯಾಗಲಿದ್ದಾರೆ. ನೂತನವಾಗಿ ನಿರ್ಮಿಸಿರುವ ಡಾರ್ಮಿಟರಿ ಹಾಲ್, ಲಾಕರ್ ಸಮುಚ್ಚಯಗಳನ್ನು ಉದ್ಘಾಟನೆ ನಡೆಯಲಿದೆ ಎಂದರು. [74, 332, 743, 367]
water-paragraph: ಮುದಗಲ್ : ಸಮೀಪದ ಉಪ್ಪರನಂದಿಹಾಳ ಗ್ರಾಮ ಪಂಚಾಯತಿ ವ್ಯಾಪ್ತಿಯ ಲೆಕ್ಕಿಹಾಳದಲ್ಲಿ ನಿರ್ಮಿಸಿದ್ದ ಶುದ್ಧ ಕುಡಿಯುವ ನೀರಿನ ಘಟಕವನ್ನು ಗ್ರಾಮ ಪಂಚಾಯಿತಿ ಅಧ್ಯಕ್ಷೆ ಶಾಂತಮ್ಮ ಹನುಮಂತ ಬೋವಿ ಸೋಮವಾರ ಉದ್ಘಾಟಿಸಿದರು. [55, 1410, 316, 1484]
poem-line: ಸದಾ ಹಂಬಲಿಸುವ ಮನ ನಾ ನಿನ್ನ ಪಾಲಿಗೆ, [425, 2049, 599, 2064]
canal-byline-tag: ಬಿಸಿಲವಾಣಿ ವಾರ್ತೆ [780, 1592, 888, 1614]
poem-line: ಅಧರವರು ಕಣ್ಣು ಕೆಂಪು ಮಾಡಿಕೊಂಡರು ಅವಳ [88, 2046, 281, 2061]
kpme-paragraph: ಸರಕಾರ ಅನುಷ್ಠಾನಗೊಳಿಸುವ ಸಮುದಾಯ, ಪ್ರಾಥಮಿಕ ಆರೋಗ್ಯ ಕೇಂದ್ರಗಳಲ್ಲಿ ಸಿಬ್ಬಂದಿ ಮತ್ತು ಜಿಡಿದಿ ಕೊರತೆ ಕಾಡುತ್ತಿದೆ. ಇಂತಹ ಸಂದರ್ಭದಲ್ಲಿ ಸಕಾಲದಲ್ಲಿ ಅಗತ್ಯ ಚಿಕಿತ್ಸೆ ನೀಡಿ, ರೋಗಿಗಳನ್ನು ರಕ್ಷಿಸುವ ಪ್ರಮಾಣಿಕ ಪ್ರಯತ್ನ ಮಾಡಲಾಗುತ್ತಿದೆ. ಇತ್ತೀಚೆಗೆ ಇಂತಹ ವೈದ್ಯರ ಮೇಲೆ ದಾಳಿ ಮಾಡಿ ದಂಡ ವಿಧಿಸಿರುವ ಘಟನೆ ಖಂಡನೀಯ ಮತ್ತು ದುರಾದೃಷ್ಟದ ಸಂಗತಿ ಕಾರಣ ಗ್ರಾಮೀಣ ಮಟ್ಟದ ಸಾಮಾನ್ಯ ಜನರ ಪ್ರಾಥಮಿಕ ಆರೋಗ್ಯ ಕಾಪಾಡುವ ಆಯುಷ್ ಮತ್ತು ಪಾರಂಪರಿಕ ವೈದ್ಯರ ಸೇವೆ ಗೌರವವನ್ನು ಕಾಯುವುದರ ಜೊತೆಗೆ ಕಾಯ್ದೆಯನ್ನು ಜಾರಿಗೊಳಿಸುವ ನಿರ್ಧಾರ ಕೈಬಿಟ್ಟು ಆಯುಷ್ ಮತ್ತು ಪಾರಂಪರಿಕ ವೈದ್ಯ ಸೇವೆಗೆ ಸೂಕ್ತ ಭದ್ರತೆ ಹಾಗು ಸೇವಾ ಸೌಲಭ್ಯವನ್ನು ಒದಗಿಸಬೇಕೆಂದು ಜಿಲ್ಲಾ ಅಧ್ಯಕ್ಷ ಮಲ್ಲಪ್ಪ ಗೌಡೂರು ಒತ್ತಾಯ. [780, 406, 1095, 617]
water-byline-tag: ಬಿಸಿಲವಾಣಿ ವಾರ್ತೆ [55, 1383, 163, 1405]
poem-stanza [88, 2097, 410, 2197]
canal-photo-illustration [1044, 1594, 1497, 2008]
kpme-photo-caption: ಈ ಸಂದರ್ಭದಲ್ಲಿ ಮಲ್ಲಪ್ಪ ಗೌಡೂರು ಜಿಲ್ಲಾಧ್ಯಕ್ಷರು ರಾಯಚೂರು, ಗಂಗಪ್ಪ ಜೋಳದಹೆಡಗಿ ದೇ.ತಾ. ಅಧ್ಯಕ್ಷರು, ಲಿಯಾಕತ್ ಅಲ್ಲಿ ದೇ.ತಾ. ಉಪಾಧ್ಯಕ್ಷರು, ಅಂಬಲೀಶ ಯರಮರಸ್ ರಾ.ಜಿ.ಪ್ರ. ಕಾರ್ಯದರ್ಶಿ, ದುರುಗಪ್ಪ ಸಮುದ್ರ ತಾ. ಉಪಾಧ್ಯಕ್ಷರು, ಬಸವರಾಜ್ ಬಾಮಿನಿ ತಾ.ಪ್ರ. ಕಾರ್ಯದರ್ಶಿ, ಹಾಗೂ ಅಂಬೇಡ್ಕರ್ ಅಭಿಮಾನಿಗಳು ಭಾಗಿಯಾಗಿದ್ದರು. [1107, 600, 1497, 673]
headline-rule [780, 895, 1497, 897]
duganur-text-bottom-left [780, 1247, 1126, 1469]
kpme-photo-sign: ಪ ದೇವದುರ್ಗ. [1292, 272, 1369, 290]
front-page-continuation-box [55, 138, 762, 1313]
story-divider [74, 264, 743, 266]
banner-title: ಮೊದಲನೇ ಪುಟದಿಂದ [267, 157, 550, 203]
water-plant-photo [329, 1385, 762, 1675]
poem-line: ಅದೇಗೆ ಜೊಡಿಯಾಯಿತೋ ಈ ಮನದ ಬೆಸುಗೆ [447, 1916, 638, 1931]
